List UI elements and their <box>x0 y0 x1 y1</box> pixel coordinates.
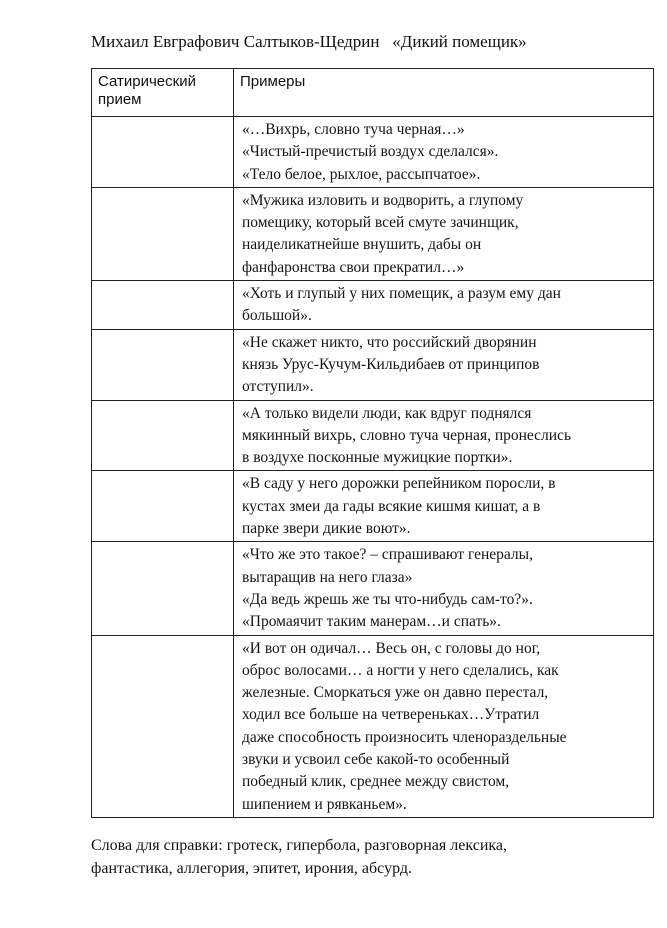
example-line: «Не скажет никто, что российский дворянин <box>242 333 537 351</box>
satire-techniques-table <box>91 68 654 818</box>
technique-cell[interactable] <box>92 187 234 280</box>
header-technique <box>92 69 234 117</box>
table-row <box>92 542 654 635</box>
example-line: звуки и усвоил себе какой-то особенный <box>242 751 510 769</box>
example-cell <box>234 187 654 280</box>
example-line: князь Урус-Кучум-Кильдибаев от принципов <box>242 355 540 373</box>
header-technique-line-1: Сатирический <box>98 73 196 90</box>
table-row <box>92 635 654 817</box>
example-cell <box>234 281 654 330</box>
example-cell <box>234 329 654 400</box>
example-line: большой». <box>242 307 312 325</box>
example-cell <box>234 635 654 817</box>
document-title: Михаил Евграфович Салтыков-Щедрин «Дикий помещик» <box>91 32 527 51</box>
table-row <box>92 471 654 542</box>
technique-cell[interactable] <box>92 400 234 471</box>
example-line: вытаращив на него глаза» <box>242 568 413 586</box>
table-row <box>92 281 654 330</box>
example-line: «Промаячит таким манерам…и спать». <box>242 613 501 631</box>
example-line: фанфаронства свои прекратил…» <box>242 258 465 276</box>
example-line: «А только видели люди, как вдруг поднялся <box>242 404 532 422</box>
reference-line: Слова для справки: гротеск, гипербола, разговорная лексика, <box>91 837 508 854</box>
technique-cell[interactable] <box>92 542 234 635</box>
example-line: «…Вихрь, словно туча черная…» <box>242 121 465 138</box>
technique-cell[interactable] <box>92 329 234 400</box>
example-line: парке звери дикие воют». <box>242 520 411 538</box>
example-line: «Да ведь жрешь же ты что-нибудь сам-то?». <box>242 590 533 608</box>
example-line: кустах змеи да гады всякие кишмя кишат, а в <box>242 497 541 515</box>
example-line: отступил». <box>242 378 314 396</box>
reference-words <box>91 834 651 880</box>
example-line: «Мужика изловить и водворить, а глупому <box>242 191 524 209</box>
example-line: «Чистый-пречистый воздух сделался». <box>242 143 499 161</box>
reference-line: фантастика, аллегория, эпитет, ирония, абсурд. <box>91 860 412 877</box>
table-row <box>92 117 654 188</box>
example-line: наиделикатнейше внушить, дабы он <box>242 236 482 254</box>
example-line: помещику, который всей смуте зачинщик, <box>242 214 519 232</box>
technique-cell[interactable] <box>92 635 234 817</box>
header-technique-line-2: прием <box>98 91 142 108</box>
table-row <box>92 400 654 471</box>
example-line: оброс волосами… а ногти у него сделались, как <box>242 661 559 679</box>
table-row <box>92 187 654 280</box>
example-line: «В саду у него дорожки репейником поросли, в <box>242 475 556 493</box>
example-cell <box>234 542 654 635</box>
example-line: «Тело белое, рыхлое, рассыпчатое». <box>242 165 481 183</box>
technique-cell[interactable] <box>92 117 234 188</box>
technique-cell[interactable] <box>92 281 234 330</box>
example-line: даже способность произносить членораздельные <box>242 728 567 746</box>
example-cell <box>234 400 654 471</box>
example-line: победный клик, среднее между свистом, <box>242 773 510 791</box>
example-line: «И вот он одичал… Весь он, с головы до ног, <box>242 639 541 657</box>
technique-cell[interactable] <box>92 471 234 542</box>
table-row <box>92 329 654 400</box>
table-header-row <box>92 69 654 117</box>
example-line: «Хоть и глупый у них помещик, а разум ему дан <box>242 285 561 303</box>
example-line: мякинный вихрь, словно туча черная, пронеслись <box>242 426 572 444</box>
example-line: ходил все больше на четвереньках…Утратил <box>242 706 540 724</box>
example-cell <box>234 471 654 542</box>
example-line: в воздухе посконные мужицкие портки». <box>242 449 513 467</box>
example-cell <box>234 117 654 188</box>
example-line: шипением и рявканьем». <box>242 795 407 813</box>
example-line: железные. Сморкаться уже он давно перестал, <box>242 684 549 702</box>
header-examples: Примеры <box>234 69 654 117</box>
example-line: «Что же это такое? – спрашивают генералы, <box>242 546 533 564</box>
